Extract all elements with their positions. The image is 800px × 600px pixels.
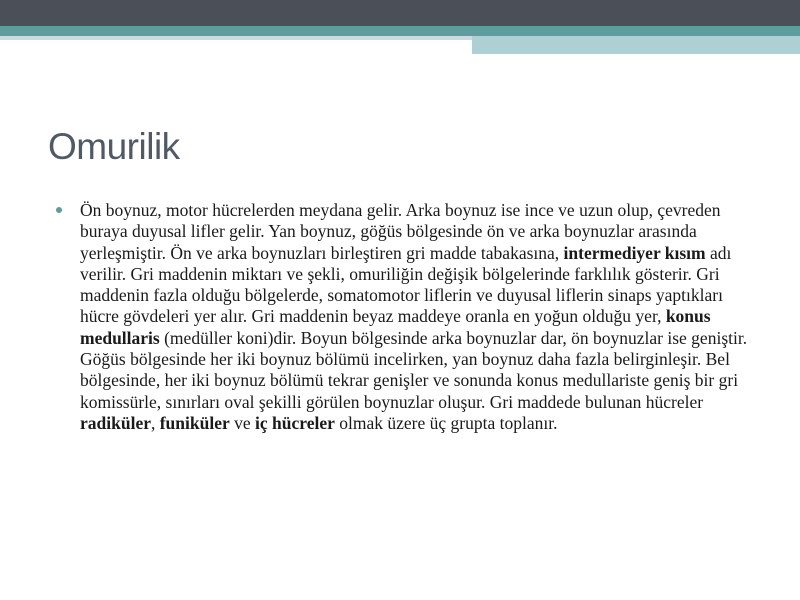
bold-term-funikuler: funiküler bbox=[159, 412, 230, 433]
text-segment: Ön boynuz, motor hücrelerden meydana gelir. Arka boynuz ise ince ve uzun olup, çevreden buraya duyusal lifler gelir. Yan boynuz, göğüs bölgesinde ön ve arka boynuzlar arasında yerleşmiştir. Ön ve arka boynuzları birleştiren gri madde tabakasına, bbox=[80, 200, 721, 263]
header-dark-band bbox=[0, 0, 800, 26]
header-light-stripe bbox=[0, 36, 472, 40]
bold-term-intermediyer: intermediyer kısım bbox=[563, 242, 706, 263]
text-segment: , bbox=[150, 412, 160, 433]
bullet-dot-icon bbox=[56, 207, 62, 213]
header-teal-band bbox=[0, 26, 800, 36]
bullet-text bbox=[80, 200, 752, 434]
bold-term-radikuler: radiküler bbox=[80, 412, 151, 433]
bold-term-konus: konus medullaris bbox=[80, 306, 711, 348]
text-segment: adı verilir. Gri maddenin miktarı ve şekli, omuriliğin değişik bölgelerinde farklılık gösterir. Gri maddenin fazla olduğu bölgelerde, somatomotor liflerin ve duyusal liflerin sinaps yaptıkları hücre gövdeleri yer alır. Gri maddenin beyaz maddeye oranla en yoğun olduğu yer, bbox=[80, 242, 732, 327]
text-segment: ve bbox=[229, 412, 256, 433]
slide-title: Omurilik bbox=[48, 126, 180, 167]
header-light-block bbox=[472, 36, 800, 54]
bold-term-ic-hucreler: iç hücreler bbox=[255, 412, 335, 433]
text-segment: olmak üzere üç grupta toplanır. bbox=[334, 412, 558, 433]
text-segment: (medüller koni)dir. Boyun bölgesinde arka boynuzlar dar, ön boynuzlar ise geniştir. Göğüs bölgesinde her iki boynuz bölümü incelirken, yan boynuz daha fazla belirginleşir. Bel bölgesinde, her iki boynuz bölümü tekrar genişler ve sonunda konus medullariste geniş bir gri komissürle, sınırları oval şekilli görülen boynuzlar oluşur. Gri maddede bulunan hücreler bbox=[80, 327, 748, 412]
